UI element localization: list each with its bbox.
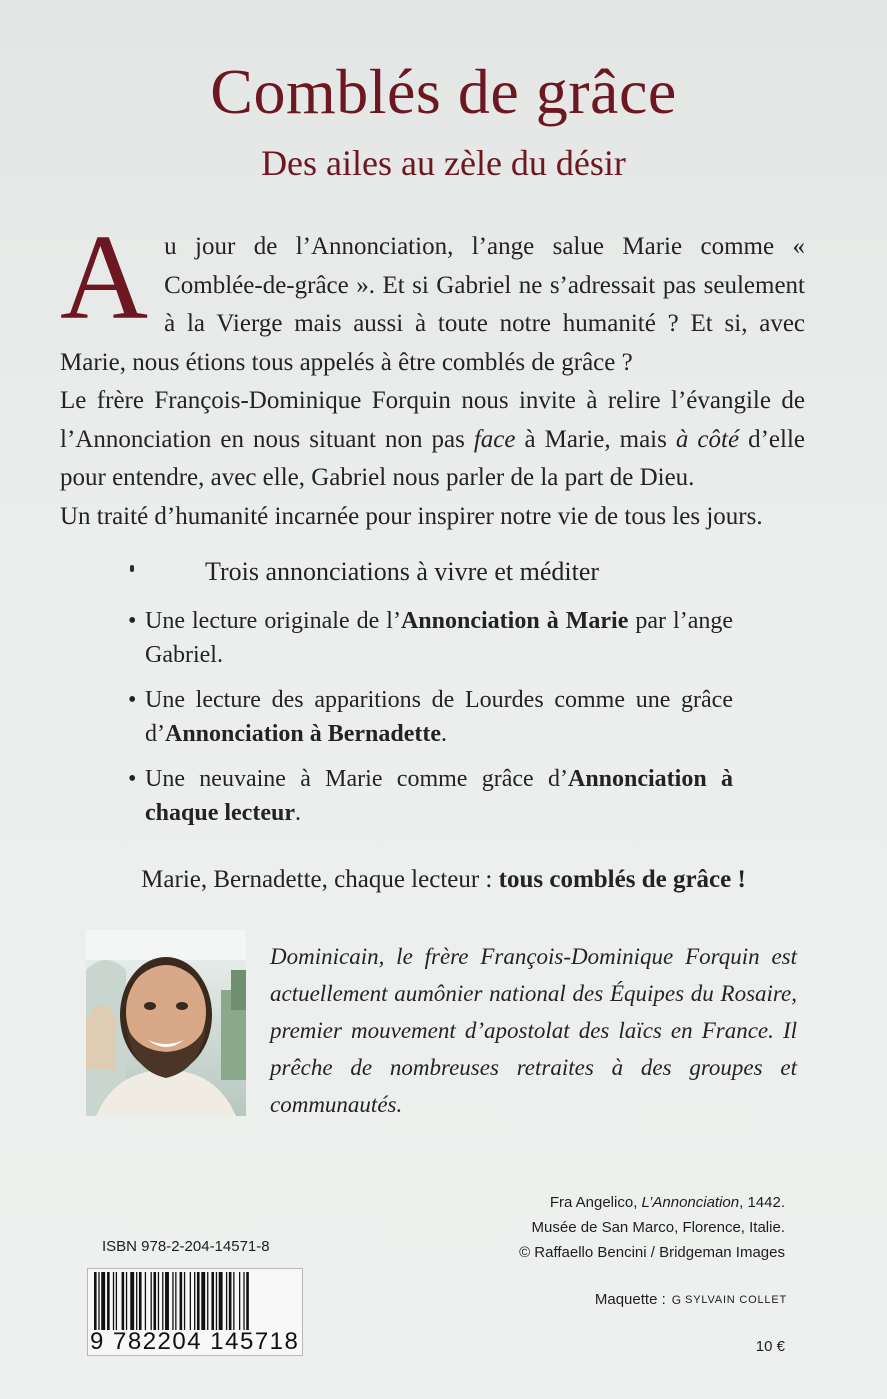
intro-paragraph-2: Le frère François-Dominique Forquin nous invite à relire l’évangile de l’Annonciation en nous situant non pas face à Marie, mais à côté d’elle pour entendre, avec elle, Gabriel nous parler de la part de Dieu.: [60, 387, 806, 491]
annonciation-list: [128, 604, 733, 841]
isbn-label: ISBN 978-2-204-14571-8: [102, 1238, 270, 1255]
author-photo: [86, 930, 246, 1116]
intro-paragraph-1: u jour de l’Annonciation, l’ange salue Marie comme « Comblée-de-grâce ». Et si Gabriel ne s’adressait pas seulement à la Vierge mais aussi à toute notre humanité ? Et si, avec Marie, nous étions tous appelés à être comblés de grâce ?: [60, 233, 806, 376]
maquette-credit: [595, 1291, 787, 1308]
book-title: Comblés de grâce: [210, 56, 677, 127]
author-bio: Dominicain, le frère François-Dominique Forquin est actuellement aumônier national des Équipes du Rosaire, premier mouvement d’apostolat des laïcs en France. Il prêche de nombreuses retraites à des groupes et communautés.: [270, 944, 797, 1117]
list-item: • Une lecture originale de l’Annonciation à Marie par l’ange Gabriel.: [128, 604, 733, 672]
credit-line-3: © Raffaello Bencini / Bridgeman Images: [519, 1244, 785, 1261]
book-subtitle: Des ailes au zèle du désir: [261, 143, 626, 183]
intro-paragraph-3: Un traité d’humanité incarnée pour inspirer notre vie de tous les jours.: [60, 502, 763, 530]
dropcap-letter: A: [60, 210, 149, 345]
barcode: [87, 1268, 303, 1356]
barcode-bars-icon: [94, 1272, 298, 1330]
decorative-dot: [130, 565, 134, 572]
credit-line-2: Musée de San Marco, Florence, Italie.: [531, 1219, 785, 1236]
summary-line: Marie, Bernadette, chaque lecteur : tous comblés de grâce !: [141, 866, 746, 893]
maquette-label: Maquette :: [594, 1291, 666, 1308]
intro-text: [60, 210, 806, 536]
brand-logo-icon: G: [671, 1292, 682, 1307]
list-item: • Une neuvaine à Marie comme grâce d’Annonciation à chaque lecteur.: [128, 762, 733, 830]
image-credits: [519, 1190, 785, 1265]
maquette-brand: SYLVAIN COLLET: [685, 1293, 787, 1306]
price-label: 10 €: [755, 1338, 785, 1355]
author-portrait-icon: [86, 930, 246, 1116]
credit-line-1: Fra Angelico, L’Annonciation, 1442.: [549, 1194, 785, 1211]
section-heading: Trois annonciations à vivre et méditer: [205, 557, 600, 586]
list-item: • Une lecture des apparitions de Lourdes comme une grâce d’Annonciation à Bernadette.: [128, 683, 733, 751]
barcode-digits: 9 782204 145718: [90, 1328, 300, 1355]
